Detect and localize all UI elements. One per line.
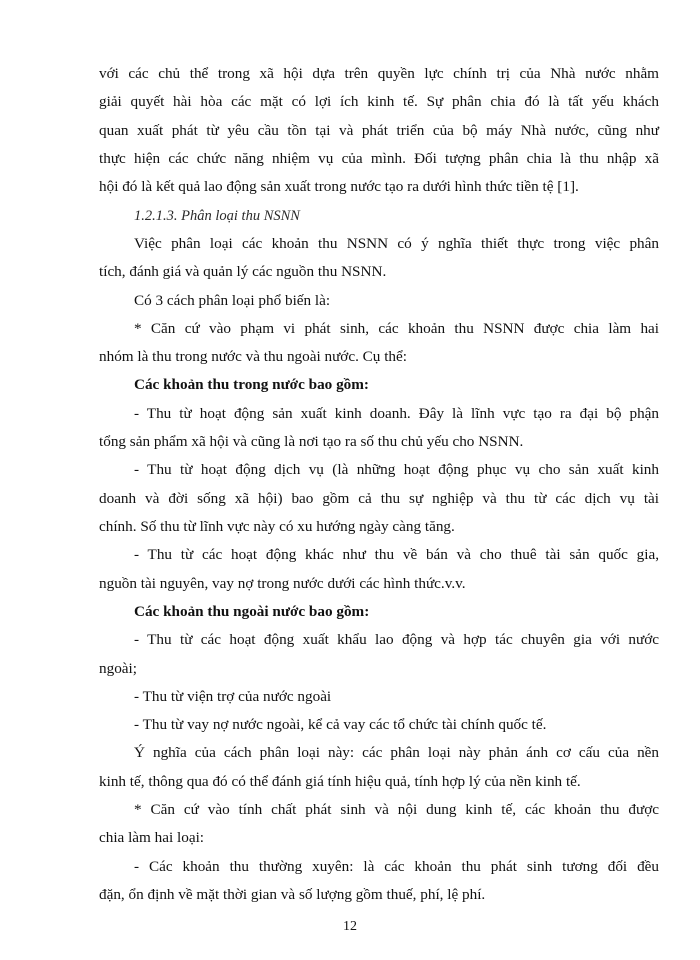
body-text-line: chia làm hai loại: bbox=[99, 829, 205, 847]
body-text-line: - Thu từ viện trợ của nước ngoài bbox=[134, 687, 332, 705]
body-text-line: - Thu từ hoạt động sản xuất kinh doanh. Đây là lĩnh vực tạo ra đại bộ phận bbox=[134, 404, 659, 422]
body-text-line: doanh và đời sống xã hội) bao gồm cả thu sự nghiệp và thu từ các dịch vụ tài bbox=[99, 489, 659, 507]
body-text-line: nhóm là thu trong nước và thu ngoài nước. Cụ thể: bbox=[99, 348, 407, 366]
body-text-line: giải quyết hài hòa các mặt có lợi ích kinh tế. Sự phân chia đó là tất yếu khách bbox=[99, 93, 659, 111]
body-text-line: thực hiện các chức năng nhiệm vụ của mình. Đối tượng phân chia là thu nhập xã bbox=[99, 149, 659, 167]
body-text-line: quan xuất phát từ yêu cầu tồn tại và phát triển của bộ máy Nhà nước, cũng như bbox=[99, 121, 659, 139]
body-text-line: ngoài; bbox=[99, 659, 137, 677]
body-text-line: chính. Số thu từ lĩnh vực này có xu hướng ngày càng tăng. bbox=[99, 518, 455, 535]
body-text-line: * Căn cứ vào phạm vi phát sinh, các khoản thu NSNN được chia làm hai bbox=[134, 319, 659, 337]
body-text-line: - Thu từ hoạt động dịch vụ (là những hoạt động phục vụ cho sản xuất kinh bbox=[134, 461, 659, 479]
body-text-line: - Thu từ các hoạt động xuất khẩu lao động và hợp tác chuyên gia với nước bbox=[134, 631, 659, 649]
body-text-line: Ý nghĩa của cách phân loại này: các phân loại này phản ánh cơ cấu của nền bbox=[134, 744, 659, 762]
body-text-line: nguồn tài nguyên, vay nợ trong nước dưới các hình thức.v.v. bbox=[99, 574, 466, 592]
page-number: 12 bbox=[343, 919, 357, 934]
body-text-line: kinh tế, thông qua đó có thể đánh giá tính hiệu quả, tính hợp lý của nền kinh tế. bbox=[99, 772, 581, 790]
body-text-line: - Thu từ vay nợ nước ngoài, kể cả vay các tổ chức tài chính quốc tế. bbox=[134, 716, 547, 734]
subheading-domestic-revenue: Các khoản thu trong nước bao gồm: bbox=[134, 376, 369, 394]
body-text-line: - Thu từ các hoạt động khác như thu về bán và cho thuê tài sản quốc gia, bbox=[134, 546, 659, 564]
subheading-foreign-revenue: Các khoản thu ngoài nước bao gồm: bbox=[134, 602, 370, 620]
body-text-line: tích, đánh giá và quản lý các nguồn thu NSNN. bbox=[99, 263, 387, 281]
body-text-line: - Các khoản thu thường xuyên: là các khoản thu phát sinh tương đối đều bbox=[134, 857, 659, 875]
body-text-line: Việc phân loại các khoản thu NSNN có ý nghĩa thiết thực trong việc phân bbox=[134, 234, 659, 252]
body-text-line: đặn, ổn định về mặt thời gian và số lượng gồm thuế, phí, lệ phí. bbox=[99, 886, 486, 903]
body-text-line: tổng sản phẩm xã hội và cũng là nơi tạo ra số thu chủ yếu cho NSNN. bbox=[99, 433, 524, 450]
body-text-line: Có 3 cách phân loại phổ biến là: bbox=[134, 291, 331, 309]
body-text-line: với các chủ thể trong xã hội dựa trên quyền lực chính trị của Nhà nước nhằm bbox=[99, 65, 659, 82]
body-text-line: hội đó là kết quả lao động sản xuất trong nước tạo ra dưới hình thức tiền tệ [1]. bbox=[99, 178, 579, 196]
body-text-line: * Căn cứ vào tính chất phát sinh và nội dung kinh tế, các khoản thu được bbox=[134, 801, 659, 819]
section-heading: 1.2.1.3. Phân loại thu NSNN bbox=[134, 207, 300, 224]
